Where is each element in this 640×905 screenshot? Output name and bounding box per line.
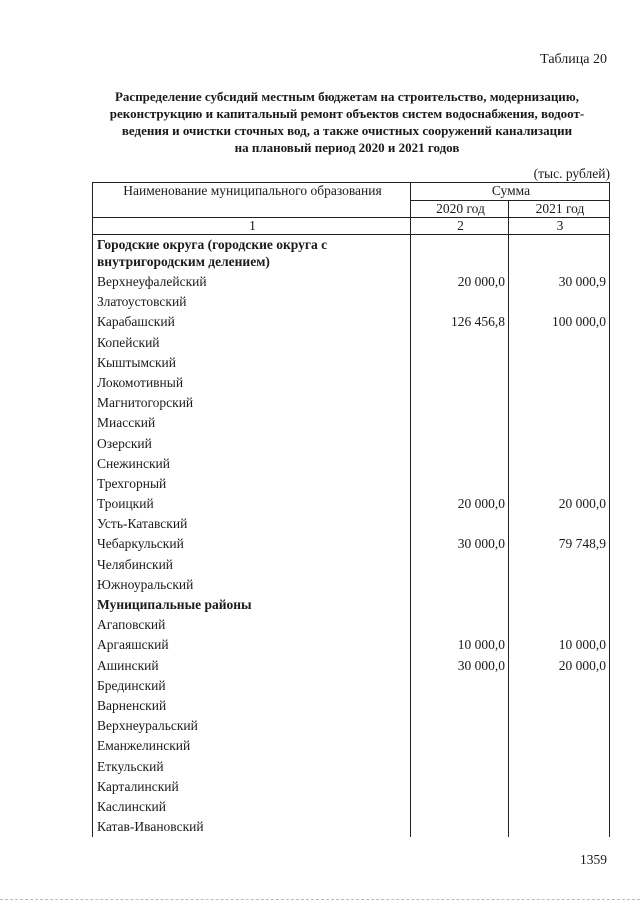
municipality-name: Челябинский	[93, 555, 411, 575]
value-2021: 100 000,0	[509, 312, 610, 332]
value-2021	[509, 413, 610, 433]
table-row	[93, 494, 610, 514]
municipality-name: Еманжелинский	[93, 736, 411, 756]
header-year-2020: 2020 год	[411, 201, 509, 218]
table-row	[93, 353, 610, 373]
value-2021	[509, 474, 610, 494]
value-2020: 10 000,0	[411, 635, 509, 655]
municipality-name: Каслинский	[93, 797, 411, 817]
value-2020	[411, 434, 509, 454]
value-2021	[509, 353, 610, 373]
value-2021	[509, 595, 610, 615]
value-2021	[509, 817, 610, 837]
value-2020: 30 000,0	[411, 656, 509, 676]
value-2020	[411, 373, 509, 393]
value-2021	[509, 292, 610, 312]
table-row	[93, 474, 610, 494]
municipality-name: Верхнеуфалейский	[93, 272, 411, 292]
table-body	[93, 235, 610, 838]
title-line-2: реконструкцию и капитальный ремонт объектов систем водоснабжения, водоот-	[109, 106, 585, 121]
municipality-name: Аргаяшский	[93, 635, 411, 655]
value-2020	[411, 676, 509, 696]
value-2020	[411, 777, 509, 797]
table-row	[93, 797, 610, 817]
value-2020	[411, 736, 509, 756]
value-2020	[411, 454, 509, 474]
value-2020	[411, 474, 509, 494]
table-row	[93, 696, 610, 716]
value-2020	[411, 333, 509, 353]
table-row	[93, 635, 610, 655]
value-2021	[509, 575, 610, 595]
header-year-2021: 2021 год	[509, 201, 610, 218]
value-2020	[411, 292, 509, 312]
value-2021	[509, 333, 610, 353]
municipality-name: Копейский	[93, 333, 411, 353]
municipality-name: Южноуральский	[93, 575, 411, 595]
title-line-1: Распределение субсидий местным бюджетам на строительство, модернизацию,	[114, 89, 579, 104]
header-name-column: Наименование муниципального образования	[93, 183, 411, 218]
subsidy-table	[92, 182, 610, 837]
municipality-name: Трехгорный	[93, 474, 411, 494]
municipality-name: Снежинский	[93, 454, 411, 474]
value-2021: 10 000,0	[509, 635, 610, 655]
table-row	[93, 716, 610, 736]
value-2020: 30 000,0	[411, 534, 509, 554]
municipality-name: Карталинский	[93, 777, 411, 797]
header-index-3: 3	[509, 218, 610, 235]
table-row	[93, 312, 610, 332]
value-2020	[411, 413, 509, 433]
section-heading: Городские округа (городские округа с внутригородским делением)	[93, 235, 411, 273]
value-2020	[411, 555, 509, 575]
value-2021	[509, 514, 610, 534]
municipality-name: Катав-Ивановский	[93, 817, 411, 837]
value-2021	[509, 454, 610, 474]
value-2021	[509, 696, 610, 716]
table-row	[93, 534, 610, 554]
value-2021	[509, 373, 610, 393]
municipality-name: Карабашский	[93, 312, 411, 332]
municipality-name: Локомотивный	[93, 373, 411, 393]
value-2021	[509, 615, 610, 635]
value-2020	[411, 595, 509, 615]
page-number: 1359	[580, 852, 607, 867]
value-2020	[411, 615, 509, 635]
table-row	[93, 676, 610, 696]
value-2020	[411, 353, 509, 373]
title-line-4: на плановый период 2020 и 2021 годов	[234, 140, 460, 155]
header-sum: Сумма	[411, 183, 610, 201]
table-row	[93, 434, 610, 454]
value-2021: 30 000,9	[509, 272, 610, 292]
value-2021	[509, 777, 610, 797]
table-row	[93, 235, 610, 273]
value-2020	[411, 575, 509, 595]
value-2020	[411, 797, 509, 817]
table-row	[93, 777, 610, 797]
header-index-1: 1	[93, 218, 411, 235]
municipality-name: Златоустовский	[93, 292, 411, 312]
municipality-name: Варненский	[93, 696, 411, 716]
table-row	[93, 393, 610, 413]
municipality-name: Чебаркульский	[93, 534, 411, 554]
table-row	[93, 736, 610, 756]
municipality-name: Усть-Катавский	[93, 514, 411, 534]
value-2021	[509, 676, 610, 696]
value-2021: 20 000,0	[509, 494, 610, 514]
table-title	[82, 88, 612, 156]
table-row	[93, 292, 610, 312]
municipality-name: Ашинский	[93, 656, 411, 676]
municipality-name: Еткульский	[93, 757, 411, 777]
value-2021	[509, 736, 610, 756]
value-2020	[411, 696, 509, 716]
units-label: (тыс. рублей)	[533, 166, 610, 181]
table-header	[93, 183, 610, 235]
page-bottom-rule	[0, 899, 640, 900]
table-row	[93, 595, 610, 615]
municipality-name: Миасский	[93, 413, 411, 433]
section-heading: Муниципальные районы	[93, 595, 411, 615]
value-2021	[509, 434, 610, 454]
municipality-name: Верхнеуральский	[93, 716, 411, 736]
table-row	[93, 373, 610, 393]
value-2020	[411, 817, 509, 837]
value-2021	[509, 235, 610, 273]
value-2021	[509, 393, 610, 413]
value-2021	[509, 716, 610, 736]
municipality-name: Магнитогорский	[93, 393, 411, 413]
table-row	[93, 413, 610, 433]
table-row	[93, 555, 610, 575]
table-row	[93, 757, 610, 777]
municipality-name: Троицкий	[93, 494, 411, 514]
value-2021	[509, 757, 610, 777]
table-row	[93, 817, 610, 837]
value-2020	[411, 235, 509, 273]
municipality-name: Брединский	[93, 676, 411, 696]
table-row	[93, 333, 610, 353]
municipality-name: Озерский	[93, 434, 411, 454]
value-2020	[411, 716, 509, 736]
table-row	[93, 272, 610, 292]
value-2021: 20 000,0	[509, 656, 610, 676]
table-row	[93, 656, 610, 676]
value-2020: 126 456,8	[411, 312, 509, 332]
table-row	[93, 454, 610, 474]
value-2020	[411, 393, 509, 413]
value-2021	[509, 555, 610, 575]
value-2021: 79 748,9	[509, 534, 610, 554]
table-number: Таблица 20	[540, 52, 607, 67]
municipality-name: Агаповский	[93, 615, 411, 635]
title-line-3: ведения и очистки сточных вод, а также очистных сооружений канализации	[121, 123, 573, 138]
value-2020: 20 000,0	[411, 272, 509, 292]
municipality-name: Кыштымский	[93, 353, 411, 373]
value-2020	[411, 757, 509, 777]
value-2020: 20 000,0	[411, 494, 509, 514]
table-row	[93, 615, 610, 635]
table-row	[93, 575, 610, 595]
header-index-2: 2	[411, 218, 509, 235]
table-row	[93, 514, 610, 534]
value-2020	[411, 514, 509, 534]
value-2021	[509, 797, 610, 817]
